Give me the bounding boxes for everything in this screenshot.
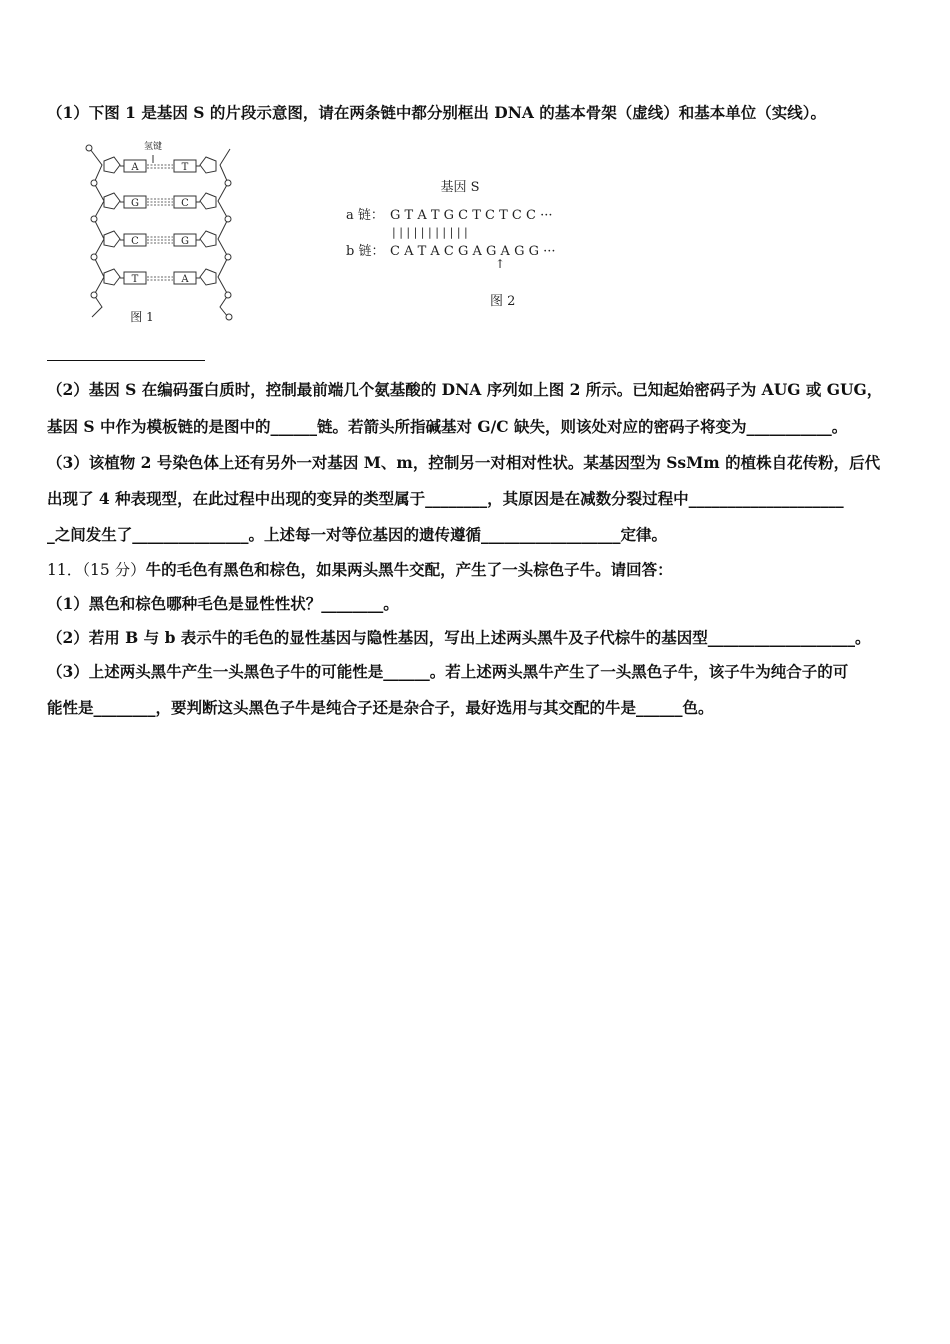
base-pair-bonds: | | | | | | | | | | | xyxy=(392,226,468,239)
figure-2-gene-sequence xyxy=(340,170,590,310)
q10-part3-line1: （3）该植物 2 号染色体上还有另外一对基因 M、m，控制另一对相对性状。某基因型为 SsMm 的植株自花传粉，后代 xyxy=(47,453,881,472)
q11-part3-line2: 能性是________，要判断这头黑色子牛是纯合子还是杂合子，最好选用与其交配的牛是______色。 xyxy=(47,698,714,717)
chain-a-label: a 链： xyxy=(346,208,384,223)
base-left-2: G xyxy=(131,198,139,209)
figure-2-caption: 图 2 xyxy=(490,294,516,309)
q11-part1: （1）黑色和棕色哪种毛色是显性性状？________。 xyxy=(47,594,399,613)
hbond-label: 氢键 xyxy=(143,142,163,152)
chain-b-sequence: C A T A C G A G A G G ··· xyxy=(390,244,556,259)
q11-stem: 牛的毛色有黑色和棕色，如果两头黑牛交配，产生了一头棕色子牛。请回答： xyxy=(145,560,673,579)
q11-heading xyxy=(47,560,673,580)
base-left-3: C xyxy=(131,236,139,247)
base-left-1: A xyxy=(131,162,139,173)
q10-part3-line3: _之间发生了_______________。上述每一对等位基因的遗传遵循__________________定律。 xyxy=(47,525,668,544)
base-right-3: G xyxy=(181,236,189,247)
base-right-1: T xyxy=(181,162,189,173)
chain-a-sequence: G T A T G C T C T C C ··· xyxy=(390,208,553,223)
mutation-arrow-icon: ↑ xyxy=(495,257,506,271)
figure-2-title: 基因 S xyxy=(440,180,480,195)
chain-b-label: b 链： xyxy=(346,244,385,259)
base-left-4: T xyxy=(131,274,139,285)
figure-1-caption: 图 1 xyxy=(130,310,154,324)
base-right-2: C xyxy=(181,198,189,209)
q10-part2-line2: 基因 S 中作为模板链的是图中的______链。若箭头所指碱基对 G/C 缺失，则该处对应的密码子将变为___________。 xyxy=(47,417,848,436)
q10-part1-text: （1）下图 1 是基因 S 的片段示意图，请在两条链中都分别框出 DNA 的基本骨架（虚线）和基本单位（实线）。 xyxy=(47,103,827,122)
q10-part3-line2: 出现了 4 种表现型，在此过程中出现的变异的类型属于________，其原因是在减数分裂过程中____________________ xyxy=(47,489,844,508)
q11-number: 11．（15 分） xyxy=(47,561,146,579)
q11-part2: （2）若用 B 与 b 表示牛的毛色的显性基因与隐性基因，写出上述两头黑牛及子代棕牛的基因型___________________。 xyxy=(47,628,871,647)
separator-line xyxy=(47,360,205,361)
figure-1-dna-schematic xyxy=(82,135,242,330)
q10-part2-line1: （2）基因 S 在编码蛋白质时，控制最前端几个氨基酸的 DNA 序列如上图 2 所示。已知起始密码子为 AUG 或 GUG， xyxy=(47,380,883,399)
q11-part3-line1: （3）上述两头黑牛产生一头黑色子牛的可能性是______。若上述两头黑牛产生了一头黑色子牛，该子牛为纯合子的可 xyxy=(47,662,849,681)
base-right-4: A xyxy=(181,274,189,285)
